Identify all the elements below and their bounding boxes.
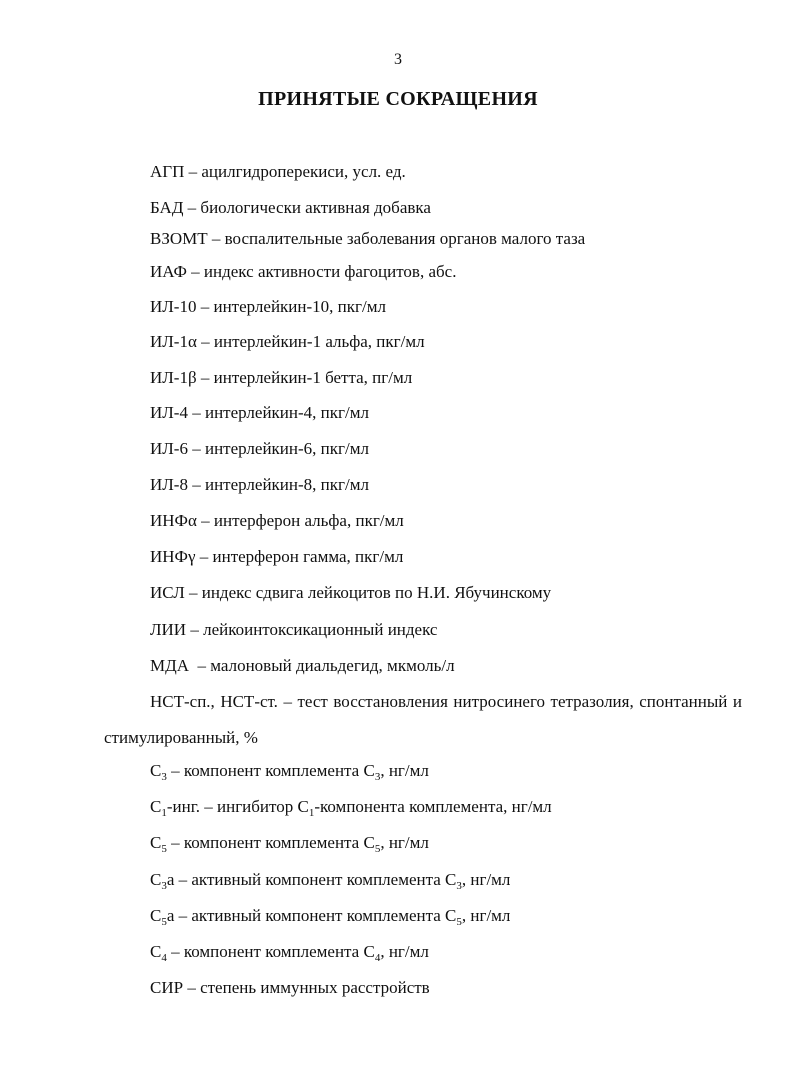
- abbreviation-term: АГП: [150, 162, 185, 181]
- abbreviation-term: $С_1$-инг.: [150, 797, 201, 819]
- abbreviation-term: ИЛ-8: [150, 475, 188, 494]
- abbreviation-definition: активный компонент комплемента $С_5$, нг/мл: [191, 906, 511, 928]
- abbreviation-definition: компонент комплемента $С_3$, нг/мл: [183, 761, 429, 783]
- abbreviation-term: ИАФ: [150, 262, 187, 281]
- abbreviation-definition: индекс сдвига лейкоцитов по Н.И. Ябучинскому: [201, 583, 552, 602]
- abbreviation-definition: интерлейкин-10, пкг/мл: [213, 297, 386, 316]
- abbreviation-term: СИР: [150, 978, 184, 997]
- abbreviation-term: $С_3$: [150, 761, 167, 783]
- abbreviation-definition: интерлейкин-6, пкг/мл: [204, 439, 369, 458]
- abbreviation-definition: интерферон гамма, пкг/мл: [212, 547, 404, 566]
- abbreviation-definition: компонент комплемента $С_4$, нг/мл: [183, 942, 429, 964]
- abbreviation-term: ИСЛ: [150, 583, 185, 602]
- abbreviation-entry-il-4: ИЛ-4 – интерлейкин-4, пкг/мл: [150, 403, 369, 422]
- abbreviation-definition: воспалительные заболевания органов малого таза: [224, 229, 586, 248]
- abbreviation-definition: степень иммунных расстройств: [200, 978, 430, 997]
- abbreviation-term: ИЛ-10: [150, 297, 197, 316]
- abbreviation-definition: компонент комплемента $С_5$, нг/мл: [183, 833, 429, 855]
- abbreviation-definition: интерлейкин-1 бетта, пг/мл: [213, 368, 413, 387]
- abbreviation-entry-il-1-beta: ИЛ-1β – интерлейкин-1 бетта, пг/мл: [150, 368, 413, 387]
- abbreviation-entry-inf-gamma: ИНФγ – интерферон гамма, пкг/мл: [150, 547, 404, 566]
- abbreviation-definition: лейкоинтоксикационный индекс: [203, 620, 438, 639]
- abbreviation-definition: малоновый диальдегид, мкмоль/л: [210, 656, 455, 675]
- abbreviation-term: $С_5$: [150, 833, 167, 855]
- abbreviation-entry-iaf: ИАФ – индекс активности фагоцитов, абс.: [150, 262, 457, 281]
- abbreviation-term: ИНФγ: [150, 547, 196, 566]
- abbreviation-definition: ингибитор $С_1$-компонента комплемента, нг/мл: [217, 797, 552, 819]
- abbreviation-entry-il-8: ИЛ-8 – интерлейкин-8, пкг/мл: [150, 475, 369, 494]
- abbreviation-term: ИЛ-6: [150, 439, 188, 458]
- abbreviation-term: НСТ-сп., НСТ-ст.: [150, 692, 278, 711]
- abbreviation-term: ИНФα: [150, 511, 197, 530]
- abbreviation-entry-c1-inh: $С_1$-инг. – ингибитор $С_1$-компонента комплемента, нг/мл: [150, 797, 552, 819]
- abbreviation-entry-isl: ИСЛ – индекс сдвига лейкоцитов по Н.И. Ябучинскому: [150, 583, 552, 602]
- abbreviation-entry-nst: НСТ-сп., НСТ-ст. – тест восстановления нитросинего тетразолия, спонтанный и стимулированный, %: [104, 692, 742, 747]
- abbreviation-definition: интерферон альфа, пкг/мл: [213, 511, 404, 530]
- abbreviation-definition: интерлейкин-1 альфа, пкг/мл: [213, 332, 425, 351]
- abbreviation-definition: интерлейкин-4, пкг/мл: [204, 403, 369, 422]
- abbreviation-term: $С_3а$: [150, 870, 175, 892]
- abbreviation-term: $С_4$: [150, 942, 167, 964]
- abbreviation-entry-il-10: ИЛ-10 – интерлейкин-10, пкг/мл: [150, 297, 386, 316]
- abbreviation-definition: интерлейкин-8, пкг/мл: [204, 475, 369, 494]
- abbreviation-term: ВЗОМТ: [150, 229, 208, 248]
- page-number: 3: [394, 51, 402, 68]
- abbreviation-entry-lii: ЛИИ – лейкоинтоксикационный индекс: [150, 620, 438, 639]
- abbreviation-term: ИЛ-1α: [150, 332, 197, 351]
- abbreviation-term: ИЛ-4: [150, 403, 188, 422]
- abbreviation-entry-inf-alpha: ИНФα – интерферон альфа, пкг/мл: [150, 511, 404, 530]
- abbreviation-entry-sir: СИР – степень иммунных расстройств: [150, 978, 430, 997]
- abbreviation-entry-vzomt: ВЗОМТ – воспалительные заболевания органов малого таза: [150, 229, 586, 248]
- abbreviation-definition: ацилгидроперекиси, усл. ед.: [201, 162, 406, 181]
- abbreviation-entry-il-1-alpha: ИЛ-1α – интерлейкин-1 альфа, пкг/мл: [150, 332, 425, 351]
- page-title: ПРИНЯТЫЕ СОКРАЩЕНИЯ: [258, 88, 538, 110]
- abbreviation-entry-agp: АГП – ацилгидроперекиси, усл. ед.: [150, 162, 406, 181]
- abbreviation-entry-c4: $С_4$ – компонент комплемента $С_4$, нг/мл: [150, 942, 429, 964]
- abbreviation-entry-il-6: ИЛ-6 – интерлейкин-6, пкг/мл: [150, 439, 369, 458]
- abbreviation-entry-c5a: $С_5а$ – активный компонент комплемента $С_5$, нг/мл: [150, 906, 511, 928]
- abbreviation-term: ИЛ-1β: [150, 368, 197, 387]
- abbreviation-entry-c3a: $С_3а$ – активный компонент комплемента $С_3$, нг/мл: [150, 870, 511, 892]
- abbreviation-term: ЛИИ: [150, 620, 187, 639]
- abbreviation-entry-bad: БАД – биологически активная добавка: [150, 198, 431, 217]
- abbreviation-entry-c5: $С_5$ – компонент комплемента $С_5$, нг/мл: [150, 833, 429, 855]
- abbreviation-entry-c3: $С_3$ – компонент комплемента $С_3$, нг/мл: [150, 761, 429, 783]
- abbreviation-definition: индекс активности фагоцитов, абс.: [203, 262, 457, 281]
- abbreviation-term: БАД: [150, 198, 184, 217]
- abbreviation-entry-mda: МДА – малоновый диальдегид, мкмоль/л: [150, 656, 455, 675]
- abbreviation-definition: активный компонент комплемента $С_3$, нг/мл: [191, 870, 511, 892]
- abbreviation-definition: тест восстановления нитросинего тетразолия, спонтанный и стимулированный, %: [104, 692, 742, 747]
- abbreviation-term: $С_5а$: [150, 906, 175, 928]
- abbreviation-definition: биологически активная добавка: [200, 198, 431, 217]
- abbreviation-term: МДА: [150, 656, 189, 675]
